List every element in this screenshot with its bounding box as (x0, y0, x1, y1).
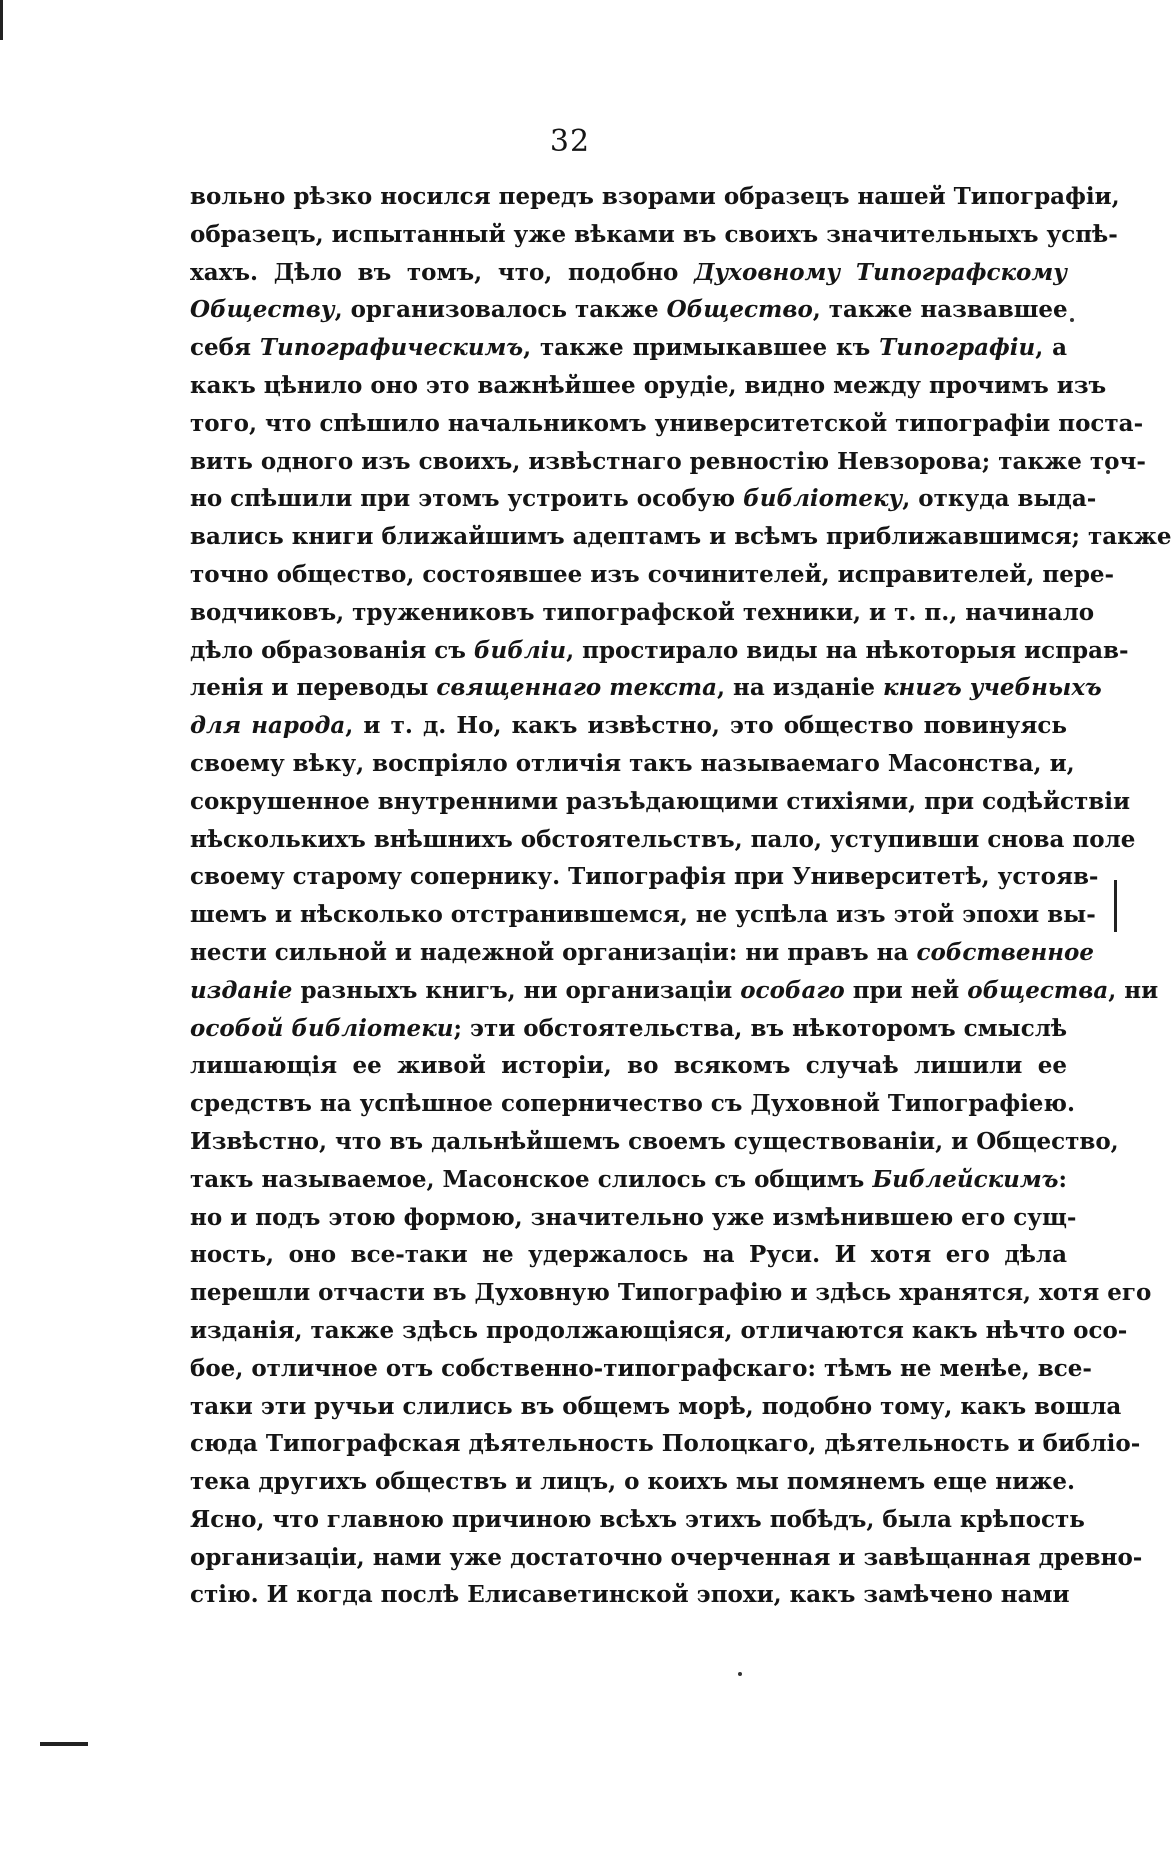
text-segment: ность, оно все-таки не удержалось на Руси. И хотя его дѣла (190, 1241, 1067, 1269)
text-line (190, 556, 1115, 594)
text-segment: образецъ, испытанный уже вѣками въ своихъ значительныхъ успѣ- (190, 220, 1118, 248)
italic-text: особой библіотеки (190, 1014, 454, 1042)
text-line (190, 669, 1102, 707)
text-segment: , также назвавшее (812, 296, 1068, 324)
text-segment: ленія и переводы (190, 674, 437, 702)
text-segment: изданія, также здѣсь продолжающіяся, отличаются какъ нѣчто осо- (190, 1316, 1128, 1344)
text-line (190, 1010, 1067, 1048)
text-segment: перешли отчасти въ Духовную Типографію и здѣсь хранятся, хотя его (190, 1279, 1152, 1307)
italic-text: Обществу (190, 296, 335, 324)
text-segment: нести сильной и надежной организаціи: ни правъ на (190, 938, 917, 966)
text-line (190, 1085, 1076, 1123)
text-segment: вольно рѣзко носился передъ взорами образецъ нашей Типографіи, (190, 183, 1120, 210)
italic-text: библіотеку (743, 485, 903, 513)
text-segment: , простирало виды на нѣкоторыя исправ- (566, 636, 1129, 664)
text-segment: такъ называемое, Масонское слилось съ общимъ (190, 1165, 873, 1193)
text-segment: организаціи, нами уже достаточно очерченная и завѣщанная древно- (190, 1543, 1143, 1571)
scan-speck (738, 1672, 742, 1676)
text-line (190, 896, 1096, 934)
text-segment: : (1058, 1165, 1067, 1193)
text-segment: стію. И когда послѣ Елисаветинской эпохи, какъ замѣчено нами (190, 1581, 1070, 1609)
text-line (190, 1576, 1070, 1614)
text-line (190, 405, 1144, 443)
text-line (190, 632, 1129, 670)
text-line (190, 1199, 1077, 1237)
text-line (190, 480, 1097, 518)
scan-edge-mark (0, 0, 3, 40)
italic-text: книгъ учебныхъ (882, 674, 1102, 702)
text-line (190, 1312, 1128, 1350)
text-segment: таки эти ручьи слились въ общемъ морѣ, подобно тому, какъ вошла (190, 1392, 1122, 1420)
text-line (190, 1236, 1067, 1274)
text-line (190, 1388, 1122, 1426)
text-line (190, 1539, 1143, 1577)
text-segment: сюда Типографская дѣятельность Полоцкаго, дѣятельность и библіо- (190, 1430, 1141, 1458)
text-segment: водчиковъ, тружениковъ типографской техники, и т. п., начинало (190, 598, 1095, 626)
text-segment: какъ цѣнило оно это важнѣйшее орудіе, видно между прочимъ изъ (190, 371, 1107, 399)
italic-text: Библейскимъ (872, 1165, 1059, 1193)
text-segment: точно общество, состоявшее изъ сочинителей, исправителей, пере- (190, 560, 1115, 588)
text-segment: но спѣшили при этомъ устроить особую (190, 485, 744, 513)
italic-text: библіи (473, 636, 567, 664)
text-segment: но и подъ этою формою, значительно уже измѣнившею его сущ- (190, 1203, 1077, 1231)
text-line (190, 1501, 1085, 1539)
page-number: 32 (549, 124, 591, 159)
italic-text: Общество (666, 296, 813, 324)
italic-text: общества (967, 976, 1109, 1004)
italic-text: особаго (740, 976, 845, 1004)
text-line (190, 367, 1107, 405)
text-segment: своему вѣку, воспріяло отличія такъ называемаго Масонства, и, (190, 749, 1075, 777)
text-line (190, 745, 1075, 783)
text-segment: лишающія ее живой исторіи, во всякомъ случаѣ лишили ее (190, 1052, 1067, 1080)
text-line (190, 254, 1067, 292)
text-line (190, 821, 1136, 859)
italic-text: Типографическимъ (259, 334, 524, 362)
scan-speck (1070, 318, 1074, 322)
italic-text: священнаго текста (436, 674, 718, 702)
text-segment: , организовалось также (334, 296, 667, 324)
text-segment: , откуда выда- (902, 485, 1097, 513)
italic-text: Духовному Типографскому (694, 258, 1067, 286)
text-segment: ; эти обстоятельства, въ нѣкоторомъ смыслѣ (453, 1014, 1068, 1042)
text-segment: тека другихъ обществъ и лицъ, о коихъ мы помянемъ еще ниже. (190, 1468, 1076, 1496)
scan-edge-mark (40, 1742, 88, 1746)
text-line (190, 1274, 1152, 1312)
italic-text: изданіе (190, 976, 293, 1004)
text-segment: , а (1035, 334, 1068, 362)
text-segment: вались книги ближайшимъ адептамъ и всѣмъ приближавшимся; также (190, 523, 1172, 551)
text-segment: шемъ и нѣсколько отстранившемся, не успѣла изъ этой эпохи вы- (190, 901, 1096, 929)
text-line (190, 972, 1159, 1010)
text-segment: при ней (844, 976, 968, 1004)
text-line (190, 1047, 1067, 1085)
text-segment: Ясно, что главною причиною всѣхъ этихъ побѣдъ, была крѣпость (190, 1505, 1085, 1533)
text-segment: , также примыкавшее къ (523, 334, 880, 362)
text-segment: , и т. д. Но, какъ извѣстно, это общество повинуясь (345, 712, 1067, 740)
text-line (190, 783, 1131, 821)
italic-text: Типографіи (879, 334, 1036, 362)
text-line (190, 1425, 1141, 1463)
text-line (190, 329, 1067, 367)
text-segment: себя (190, 334, 260, 362)
text-segment: нѣсколькихъ внѣшнихъ обстоятельствъ, пало, уступивши снова поле (190, 825, 1136, 853)
scan-edge-mark (1114, 880, 1117, 932)
text-line (190, 707, 1067, 745)
text-line (190, 178, 1120, 216)
text-segment: , ни (1108, 976, 1159, 1004)
italic-text: для народа (190, 712, 346, 740)
text-line (190, 1350, 1092, 1388)
text-segment: , на изданіе (717, 674, 883, 702)
text-line (190, 1463, 1076, 1501)
text-line (190, 291, 1067, 329)
text-segment: средствъ на успѣшное соперничество съ Духовной Типографіею. (190, 1090, 1076, 1118)
text-segment: Извѣстно, что въ дальнѣйшемъ своемъ существованіи, и Общество, (190, 1127, 1119, 1155)
text-line (190, 216, 1118, 254)
text-line (190, 934, 1094, 972)
body-text (190, 178, 1172, 1614)
text-segment: того, что спѣшило начальникомъ университетской типографіи поста- (190, 409, 1144, 437)
text-segment: бое, отличное отъ собственно-типографскаго: тѣмъ не менѣе, все- (190, 1354, 1092, 1382)
text-segment: разныхъ книгъ, ни организаціи (292, 976, 741, 1004)
text-line (190, 518, 1172, 556)
text-segment: хахъ. Дѣло въ томъ, что, подобно (190, 258, 695, 286)
text-line (190, 1161, 1067, 1199)
text-line (190, 594, 1095, 632)
text-line (190, 443, 1146, 481)
text-segment: сокрушенное внутренними разъѣдающими стихіями, при содѣйствіи (190, 787, 1131, 815)
text-segment: вить одного изъ своихъ, извѣстнаго ревностію Невзорова; также точ- (190, 447, 1146, 475)
text-line (190, 1123, 1119, 1161)
text-line (190, 858, 1099, 896)
text-segment: своему старому сопернику. Типографія при Университетѣ, устояв- (190, 863, 1099, 891)
text-segment: дѣло образованія съ (190, 636, 474, 664)
italic-text: собственное (916, 938, 1094, 966)
